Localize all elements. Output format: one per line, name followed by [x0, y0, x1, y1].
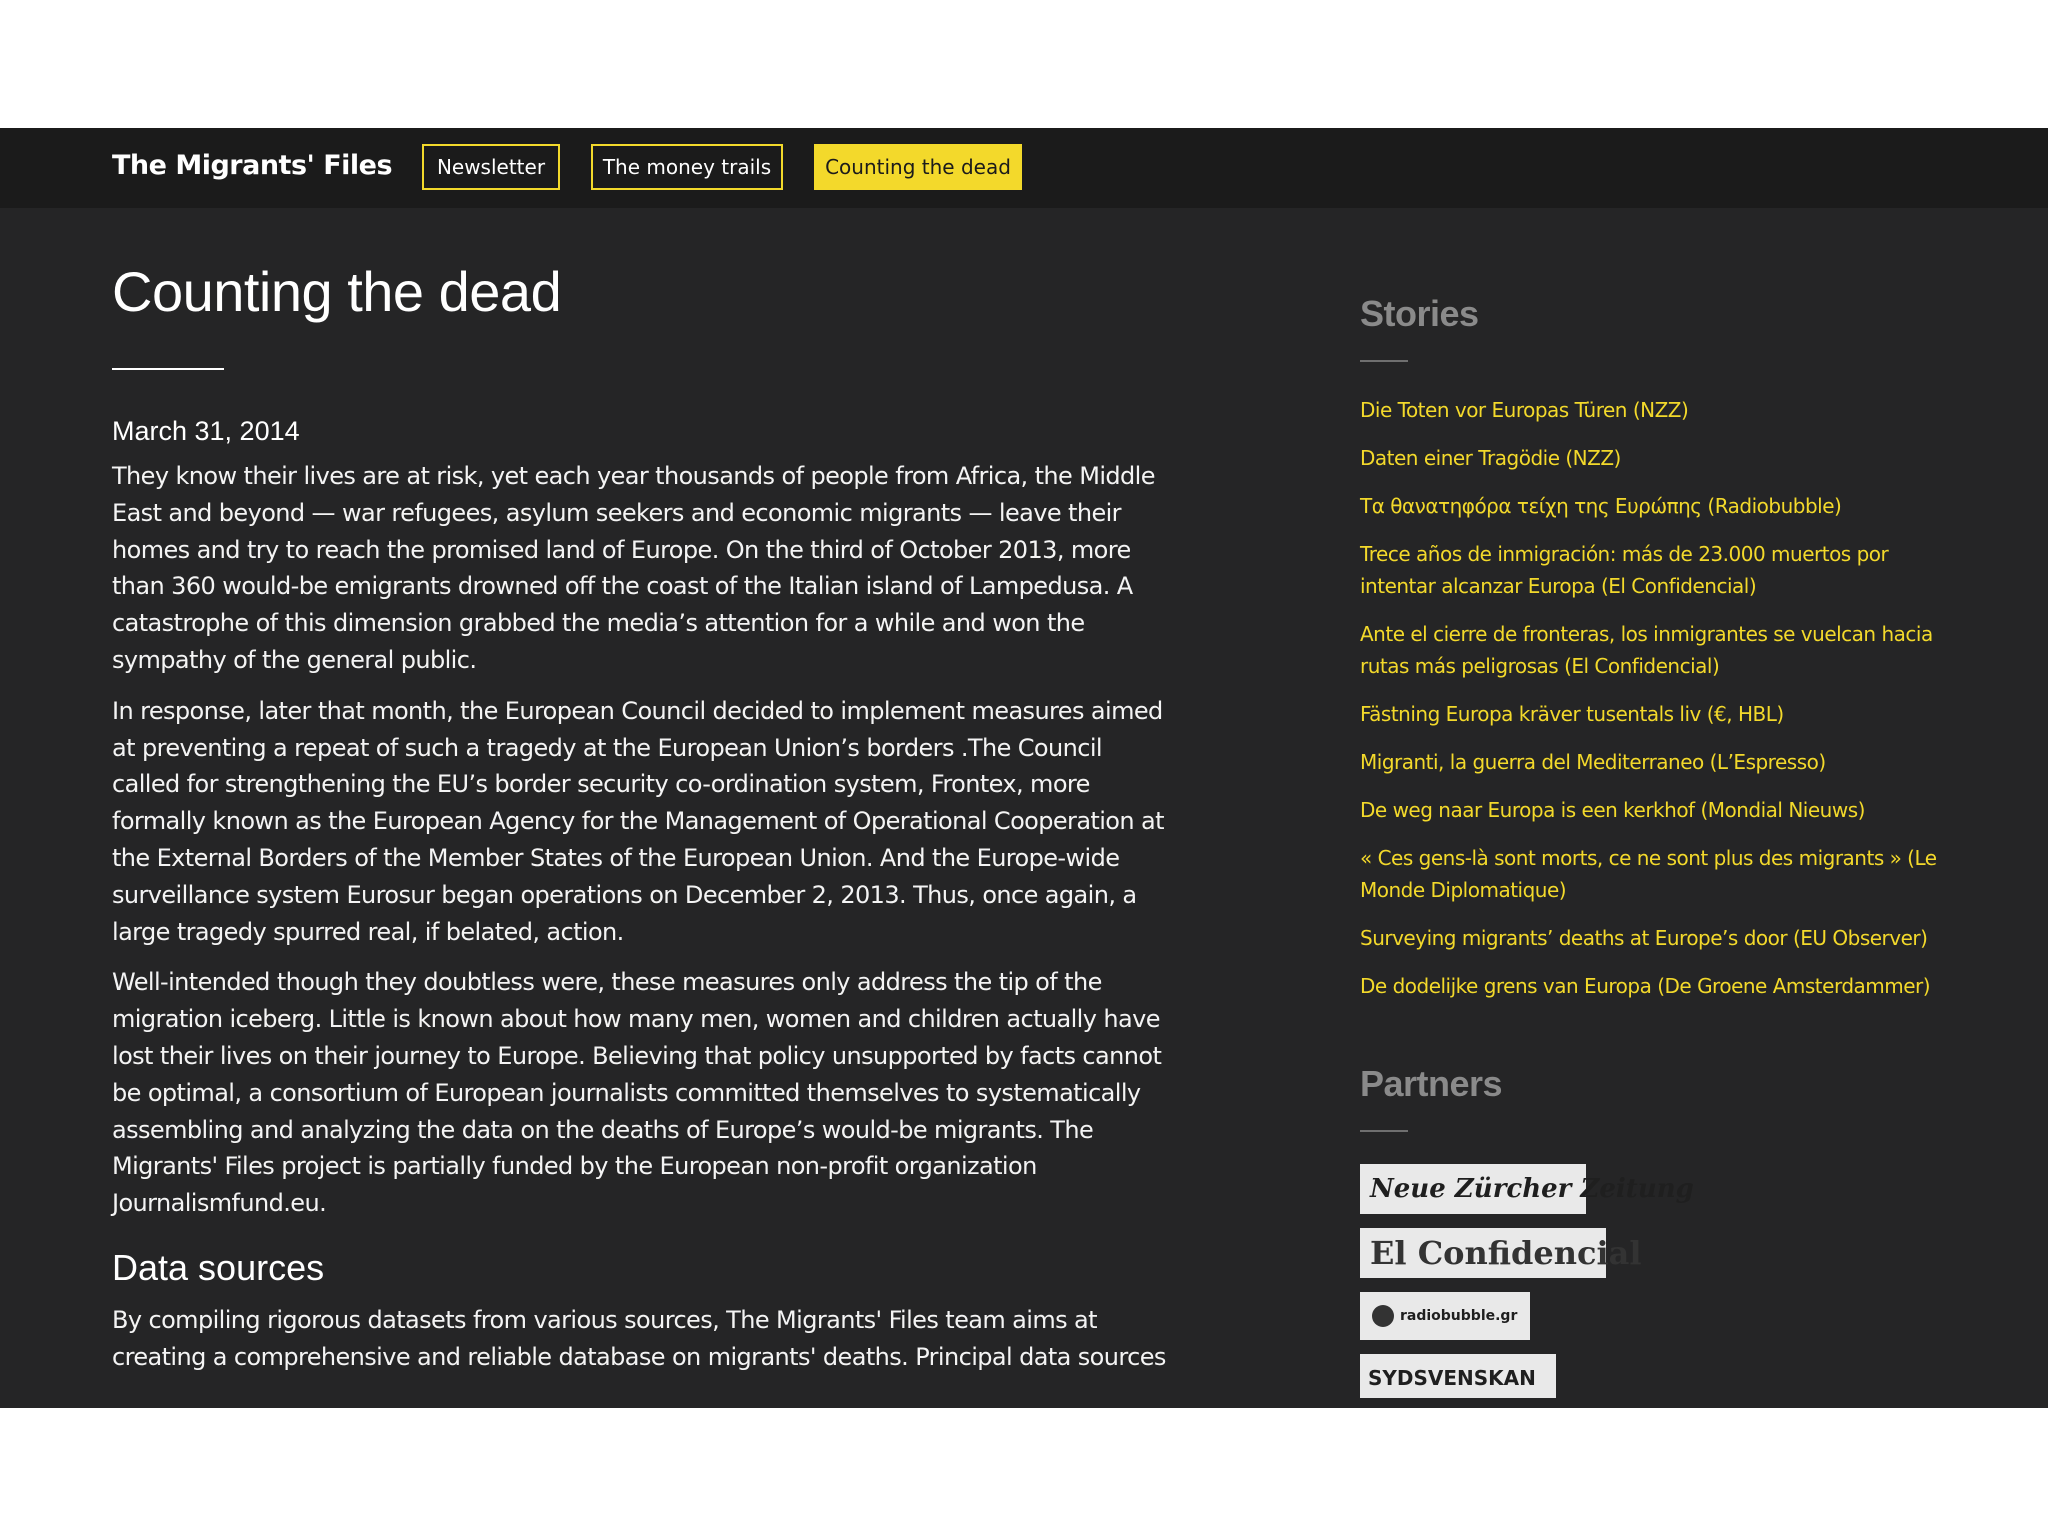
nav-money-trails-button[interactable]: The money trails — [591, 144, 783, 190]
nav-newsletter-button[interactable]: Newsletter — [422, 144, 560, 190]
partners-section — [1360, 1062, 1950, 1398]
article — [112, 260, 1168, 1390]
story-link[interactable]: Ante el cierre de fronteras, los inmigrantes se vuelcan hacia rutas más peligrosas (El Confidencial) — [1360, 622, 1933, 678]
story-link[interactable]: Daten einer Tragödie (NZZ) — [1360, 446, 1621, 470]
stories-list — [1360, 394, 1950, 1002]
partner-logo-nzz[interactable]: Neue Zürcher Zeitung — [1360, 1164, 1586, 1214]
story-link[interactable]: De weg naar Europa is een kerkhof (Mondial Nieuws) — [1360, 798, 1865, 822]
article-date: March 31, 2014 — [112, 416, 300, 446]
top-navigation-bar — [0, 128, 2048, 208]
story-link[interactable]: Surveying migrants’ deaths at Europe’s door (EU Observer) — [1360, 926, 1928, 950]
partners-divider — [1360, 1130, 1408, 1132]
stories-divider — [1360, 360, 1408, 362]
nav-counting-the-dead-button[interactable]: Counting the dead — [814, 144, 1022, 190]
story-link[interactable]: Die Toten vor Europas Türen (NZZ) — [1360, 398, 1689, 422]
article-paragraph-1: They know their lives are at risk, yet each year thousands of people from Africa, the Middle East and beyond — war refugees, asylum seekers and economic migrants — leave their homes and try to reach the promised land of Europe. On the third of October 2013, more than 360 would-be emigrants drowned off the coast of the Italian island of Lampedusa. A catastrophe of this dimension grabbed the media’s attention for a while and won the sympathy of the general public. — [112, 462, 1155, 674]
story-link[interactable]: « Ces gens-là sont morts, ce ne sont plus des migrants » (Le Monde Diplomatique) — [1360, 846, 1937, 902]
partner-logo-radiobubble[interactable] — [1360, 1292, 1530, 1340]
story-link[interactable]: De dodelijke grens van Europa (De Groene Amsterdammer) — [1360, 974, 1931, 998]
article-paragraph-2: In response, later that month, the European Council decided to implement measures aimed at preventing a repeat of such a tragedy at the European Union’s borders .The Council called for strengthening the EU’s border security co-ordination system, Frontex, more formally known as the European Agency for the Management of Operational Cooperation at the External Borders of the Member States of the European Union. And the Europe-wide surveillance system Eurosur began operations on December 2, 2013. Thus, once again, a large tragedy spurred real, if belated, action. — [112, 696, 1164, 946]
story-link[interactable]: Trece años de inmigración: más de 23.000 muertos por intentar alcanzar Europa (El Confidencial) — [1360, 542, 1889, 598]
page — [0, 128, 2048, 1408]
article-title: Counting the dead — [112, 260, 562, 323]
story-link[interactable]: Fästning Europa kräver tusentals liv (€, HBL) — [1360, 702, 1784, 726]
radiobubble-icon — [1372, 1305, 1394, 1327]
site-brand[interactable]: The Migrants' Files — [112, 150, 393, 181]
partner-logo-el-confidencial[interactable]: El Confidencial — [1360, 1228, 1606, 1278]
article-paragraph-3: Well-intended though they doubtless were, these measures only address the tip of the migration iceberg. Little is known about how many men, women and children actually have lost their lives on their journey to Europe. Believing that policy unsupported by facts cannot be optimal, a consortium of European journalists committed themselves to systematically assembling and analyzing the data on the deaths of Europe’s would-be migrants. The Migrants' Files project is partially funded by the European non-profit organization Journalismfund.eu. — [112, 968, 1162, 1218]
sidebar — [1360, 292, 1950, 1412]
partner-logo-sydsvenskan[interactable]: SYDSVENSKAN — [1360, 1354, 1556, 1398]
data-sources-heading: Data sources — [112, 1246, 325, 1288]
story-link[interactable]: Migranti, la guerra del Mediterraneo (L’Espresso) — [1360, 750, 1826, 774]
data-sources-paragraph: By compiling rigorous datasets from various sources, The Migrants' Files team aims at creating a comprehensive and reliable database on migrants' deaths. Principal data sources — [112, 1305, 1166, 1371]
story-link[interactable]: Τα θανατηφόρα τείχη της Ευρώπης (Radiobubble) — [1360, 494, 1842, 518]
partner-logo-radiobubble-label: radiobubble.gr — [1400, 1308, 1518, 1324]
partners-heading: Partners — [1360, 1063, 1503, 1104]
title-divider — [112, 368, 224, 370]
stories-heading: Stories — [1360, 293, 1479, 334]
